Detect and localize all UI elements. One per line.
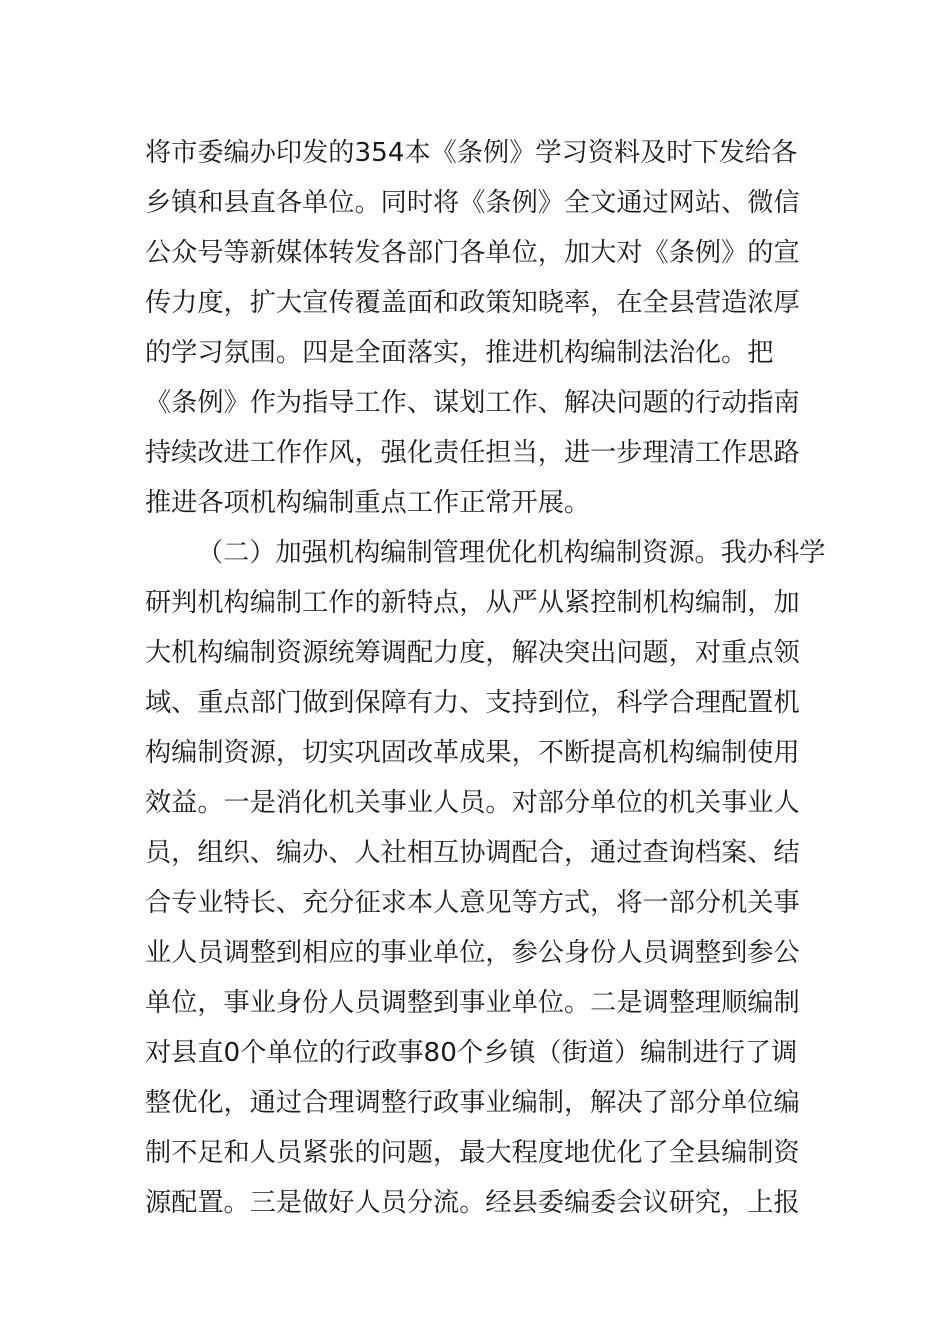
text-line: 员，组织、编办、人社相互协调配合，通过查询档案、结	[145, 838, 800, 868]
text-line: 《条例》作为指导工作、谋划工作、解决问题的行动指南	[145, 388, 800, 418]
text-line: 将市委编办印发的354本《条例》学习资料及时下发给各	[145, 138, 798, 168]
text-line: 大机构编制资源统筹调配力度，解决突出问题，对重点领	[145, 638, 800, 668]
text-line: 源配置。三是做好人员分流。经县委编委会议研究，上报	[145, 1188, 800, 1218]
text-line: 传力度，扩大宣传覆盖面和政策知晓率，在全县营造浓厚	[145, 288, 800, 318]
text-line: 对县直0个单位的行政事80个乡镇（街道）编制进行了调	[145, 1038, 798, 1068]
text-line: 整优化，通过合理调整行政事业编制，解决了部分单位编	[145, 1088, 800, 1118]
section-heading-line: （二）加强机构编制管理优化机构编制资源。我办科学	[197, 538, 826, 568]
text-line: 推进各项机构编制重点工作正常开展。	[145, 488, 591, 518]
text-line: 单位，事业身份人员调整到事业单位。二是调整理顺编制	[145, 988, 800, 1018]
text-line: 效益。一是消化机关事业人员。对部分单位的机关事业人	[145, 788, 800, 818]
text-line: 域、重点部门做到保障有力、支持到位，科学合理配置机	[145, 688, 800, 718]
text-line: 的学习氛围。四是全面落实，推进机构编制法治化。把	[145, 338, 774, 368]
body-text	[145, 128, 826, 1228]
text-line: 合专业特长、充分征求本人意见等方式，将一部分机关事	[145, 888, 800, 918]
text-line: 公众号等新媒体转发各部门各单位，加大对《条例》的宣	[145, 238, 800, 268]
text-line: 持续改进工作作风，强化责任担当，进一步理清工作思路	[145, 438, 800, 468]
text-line: 乡镇和县直各单位。同时将《条例》全文通过网站、微信	[145, 188, 800, 218]
text-line: 研判机构编制工作的新特点，从严从紧控制机构编制，加	[145, 588, 800, 618]
text-line: 构编制资源，切实巩固改革成果，不断提高机构编制使用	[145, 738, 800, 768]
text-line: 业人员调整到相应的事业单位，参公身份人员调整到参公	[145, 938, 800, 968]
text-line: 制不足和人员紧张的问题，最大程度地优化了全县编制资	[145, 1138, 800, 1168]
